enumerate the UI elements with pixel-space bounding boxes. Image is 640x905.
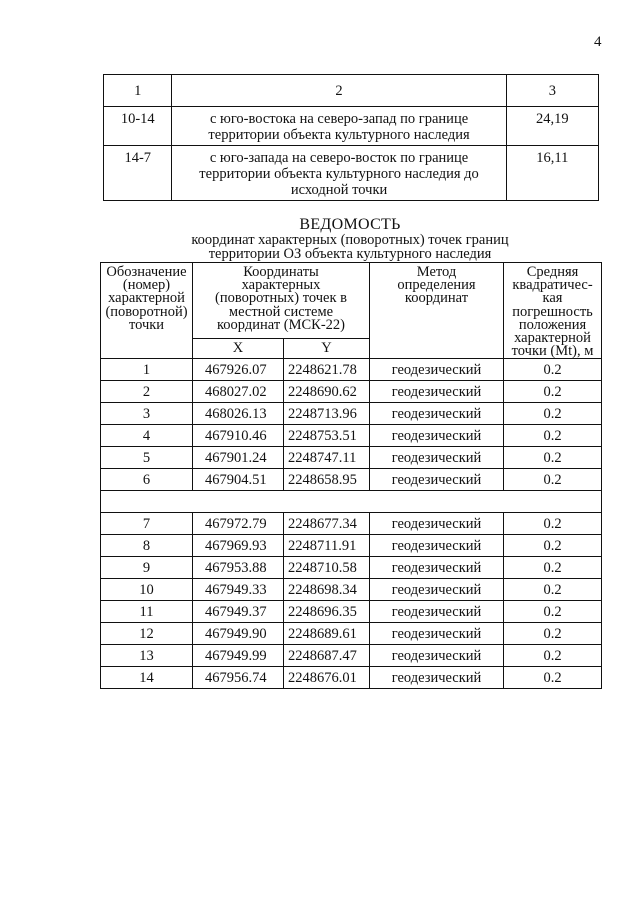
y-coordinate-cell: 2248753.51 xyxy=(284,425,370,447)
x-coordinate-cell: 467904.51 xyxy=(193,469,284,491)
header-line: Обозначение xyxy=(106,264,187,280)
boundary-description-table xyxy=(103,74,599,201)
method-cell: геодезический xyxy=(370,513,504,535)
error-cell: 0.2 xyxy=(504,469,602,491)
table-row xyxy=(101,535,602,557)
table-row xyxy=(101,601,602,623)
method-cell: геодезический xyxy=(370,447,504,469)
header-line: характерной xyxy=(108,290,185,307)
header-line: квадратичес- xyxy=(512,277,593,294)
error-cell: 0.2 xyxy=(504,645,602,667)
x-coordinate-cell: 467972.79 xyxy=(193,513,284,535)
error-cell: 0.2 xyxy=(504,535,602,557)
point-group-2 xyxy=(101,513,602,689)
x-coordinate-cell: 467956.74 xyxy=(193,667,284,689)
error-cell: 0.2 xyxy=(504,513,602,535)
table-row xyxy=(101,469,602,491)
table-row xyxy=(101,513,602,535)
description-line: с юго-востока на северо-запад по границе xyxy=(209,111,469,127)
method-cell: геодезический xyxy=(370,403,504,425)
coordinates-table xyxy=(100,262,602,689)
method-cell: геодезический xyxy=(370,359,504,381)
header-line: Координаты xyxy=(243,264,319,280)
description-cell xyxy=(172,107,506,146)
point-cell: 13 xyxy=(101,645,193,667)
point-cell: 9 xyxy=(101,557,193,579)
table-row xyxy=(101,623,602,645)
header-line: точки (Mt), м xyxy=(511,343,594,360)
empty-cell xyxy=(101,491,602,513)
header-line: Средняя xyxy=(526,264,579,280)
y-coordinate-cell: 2248621.78 xyxy=(284,359,370,381)
y-coordinate-cell: 2248713.96 xyxy=(284,403,370,425)
x-header: X xyxy=(193,338,284,359)
header-line: координат xyxy=(404,290,469,307)
column-number: 3 xyxy=(506,75,598,107)
header-line: (поворотных) точек в xyxy=(215,290,347,307)
method-cell: геодезический xyxy=(370,645,504,667)
header-line: характерной xyxy=(514,330,591,347)
error-cell: 0.2 xyxy=(504,447,602,469)
point-cell: 3 xyxy=(101,403,193,425)
y-coordinate-cell: 2248689.61 xyxy=(284,623,370,645)
error-cell: 0.2 xyxy=(504,601,602,623)
length-cell: 24,19 xyxy=(506,107,598,146)
method-cell: геодезический xyxy=(370,601,504,623)
x-coordinate-cell: 467949.37 xyxy=(193,601,284,623)
table-row xyxy=(104,146,599,201)
x-coordinate-cell: 467969.93 xyxy=(193,535,284,557)
x-coordinate-cell: 467949.90 xyxy=(193,623,284,645)
table-row xyxy=(101,425,602,447)
table-header-row xyxy=(101,263,602,339)
table-row xyxy=(101,667,602,689)
error-cell: 0.2 xyxy=(504,425,602,447)
header-line: координат (МСК-22) xyxy=(217,316,346,333)
point-cell: 5 xyxy=(101,447,193,469)
error-cell: 0.2 xyxy=(504,557,602,579)
table-row xyxy=(104,107,599,146)
method-cell: геодезический xyxy=(370,425,504,447)
point-cell: 2 xyxy=(101,381,193,403)
description-line: территории объекта культурного наследия до xyxy=(199,166,479,182)
column-number: 2 xyxy=(172,75,506,107)
y-coordinate-cell: 2248711.91 xyxy=(284,535,370,557)
y-coordinate-cell: 2248677.34 xyxy=(284,513,370,535)
y-coordinate-cell: 2248696.35 xyxy=(284,601,370,623)
x-coordinate-cell: 467910.46 xyxy=(193,425,284,447)
segment-cell: 14-7 xyxy=(104,146,172,201)
x-coordinate-cell: 467949.33 xyxy=(193,579,284,601)
description-line: исходной точки xyxy=(290,182,388,198)
point-cell: 12 xyxy=(101,623,193,645)
description-cell xyxy=(172,146,506,201)
error-cell: 0.2 xyxy=(504,359,602,381)
point-cell: 1 xyxy=(101,359,193,381)
method-cell: геодезический xyxy=(370,623,504,645)
x-coordinate-cell: 468026.13 xyxy=(193,403,284,425)
table-header-row xyxy=(104,75,599,107)
method-cell: геодезический xyxy=(370,469,504,491)
segment-cell: 10-14 xyxy=(104,107,172,146)
point-cell: 4 xyxy=(101,425,193,447)
method-cell: геодезический xyxy=(370,579,504,601)
coordinates-header xyxy=(193,263,370,339)
y-coordinate-cell: 2248658.95 xyxy=(284,469,370,491)
header-line: Метод xyxy=(416,264,457,280)
table-row xyxy=(101,403,602,425)
statement-title: ВЕДОМОСТЬ xyxy=(299,216,401,233)
y-coordinate-cell: 2248690.62 xyxy=(284,381,370,403)
method-cell: геодезический xyxy=(370,381,504,403)
y-coordinate-cell: 2248698.34 xyxy=(284,579,370,601)
method-header xyxy=(370,263,504,359)
header-line: точки xyxy=(128,316,165,333)
x-coordinate-cell: 467949.99 xyxy=(193,645,284,667)
point-cell: 6 xyxy=(101,469,193,491)
y-coordinate-cell: 2248710.58 xyxy=(284,557,370,579)
x-coordinate-cell: 467926.07 xyxy=(193,359,284,381)
header-line: (поворотной) xyxy=(105,303,188,320)
table-row xyxy=(101,359,602,381)
error-cell: 0.2 xyxy=(504,623,602,645)
error-header xyxy=(504,263,602,359)
table-row xyxy=(101,447,602,469)
table-row xyxy=(101,579,602,601)
table-row xyxy=(101,381,602,403)
header-line: характерных xyxy=(241,277,321,294)
point-cell: 14 xyxy=(101,667,193,689)
point-cell: 7 xyxy=(101,513,193,535)
separator-row xyxy=(101,491,602,513)
x-coordinate-cell: 467901.24 xyxy=(193,447,284,469)
header-line: положения xyxy=(518,316,587,333)
point-cell: 11 xyxy=(101,601,193,623)
table-row xyxy=(101,645,602,667)
error-cell: 0.2 xyxy=(504,403,602,425)
y-coordinate-cell: 2248687.47 xyxy=(284,645,370,667)
statement-subtitle-line: координат характерных (поворотных) точек границ xyxy=(191,232,509,248)
point-cell: 10 xyxy=(101,579,193,601)
method-cell: геодезический xyxy=(370,557,504,579)
error-cell: 0.2 xyxy=(504,667,602,689)
error-cell: 0.2 xyxy=(504,381,602,403)
description-line: с юго-запада на северо-восток по границе xyxy=(209,150,469,166)
header-line: местной системе xyxy=(228,303,334,320)
x-coordinate-cell: 468027.02 xyxy=(193,381,284,403)
description-line: территории объекта культурного наследия xyxy=(208,127,470,143)
header-line: (номер) xyxy=(122,277,171,294)
x-coordinate-cell: 467953.88 xyxy=(193,557,284,579)
y-coordinate-cell: 2248676.01 xyxy=(284,667,370,689)
header-line: кая xyxy=(542,290,563,307)
point-header xyxy=(101,263,193,359)
page-number: 4 xyxy=(594,34,602,50)
y-coordinate-cell: 2248747.11 xyxy=(284,447,370,469)
statement-subtitle-line: территории ОЗ объекта культурного наследия xyxy=(208,246,492,262)
column-number: 1 xyxy=(104,75,172,107)
point-group-1 xyxy=(101,359,602,491)
error-cell: 0.2 xyxy=(504,579,602,601)
point-cell: 8 xyxy=(101,535,193,557)
y-header: Y xyxy=(284,338,370,359)
header-line: определения xyxy=(397,277,476,294)
method-cell: геодезический xyxy=(370,667,504,689)
table-row xyxy=(101,557,602,579)
length-cell: 16,11 xyxy=(506,146,598,201)
header-line: погрешность xyxy=(512,303,593,320)
method-cell: геодезический xyxy=(370,535,504,557)
